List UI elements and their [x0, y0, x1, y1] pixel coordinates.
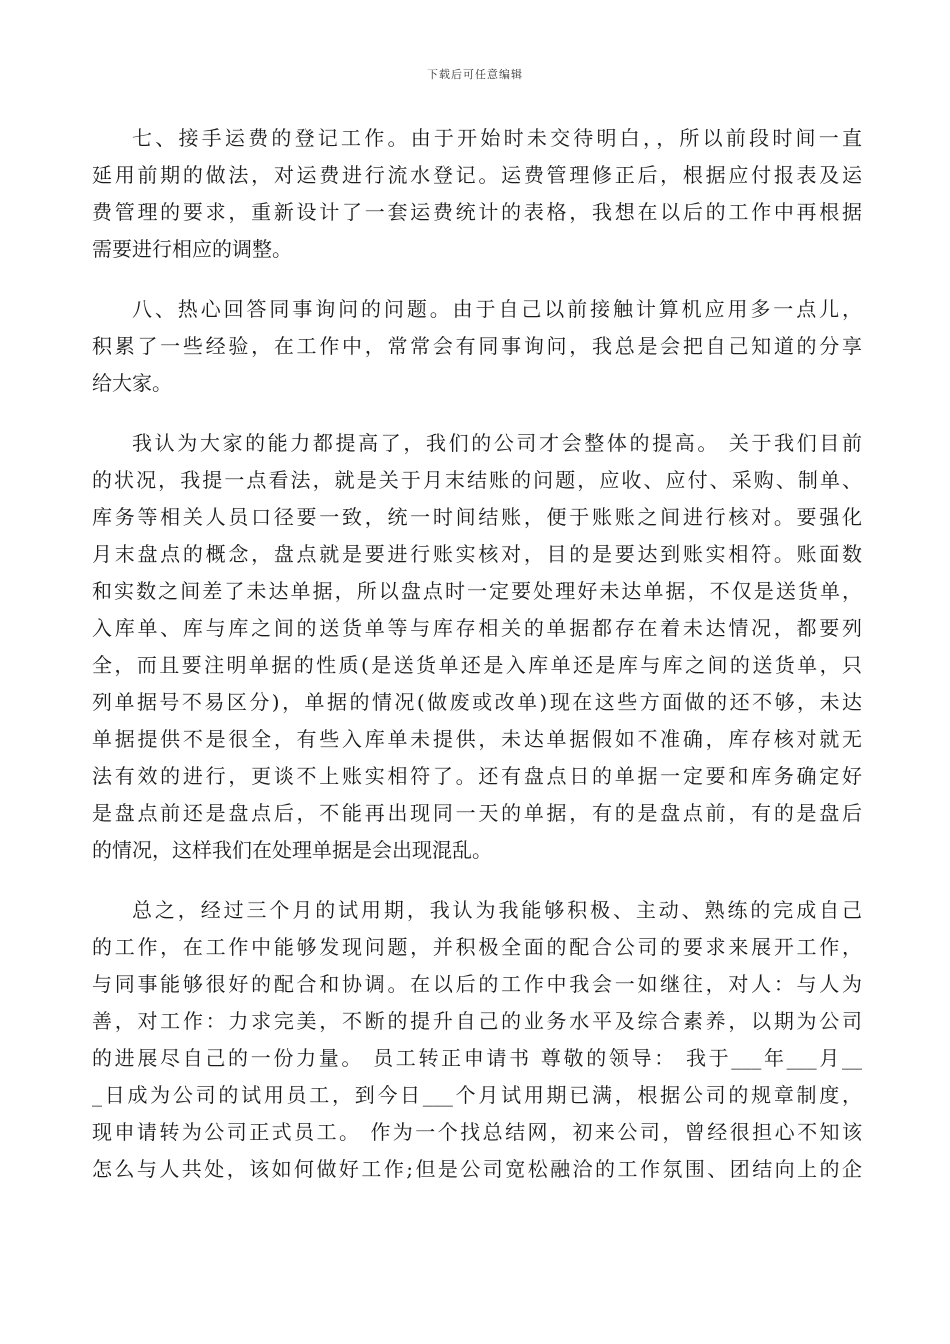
paragraph-line: 总之，经过三个月的试用期，我认为我能够积极、主动、熟练的完成自己	[132, 898, 862, 922]
paragraph-line: 怎么与人共处，该如何做好工作;但是公司宽松融洽的工作氛围、团结向上的企	[92, 1157, 862, 1181]
paragraph-line: 需要进行相应的调整。	[92, 237, 292, 261]
paragraph-line: 给大家。	[92, 371, 172, 395]
paragraph-line: 全，而且要注明单据的性质(是送货单还是入库单还是库与库之间的送货单，只	[92, 653, 862, 677]
paragraph-line: 的情况，这样我们在处理单据是会出现混乱。	[92, 838, 492, 862]
paragraph-freight-registration	[92, 120, 862, 268]
paragraph-helping-colleagues	[92, 291, 862, 402]
paragraph-line: 是盘点前还是盘点后，不能再出现同一天的单据，有的是盘点前，有的是盘后	[92, 801, 862, 825]
paragraph-line: 八、热心回答同事询问的问题。由于自己以前接触计算机应用多一点儿，	[132, 297, 862, 321]
paragraph-line: 单据提供不是很全，有些入库单未提供，未达单据假如不准确，库存核对就无	[92, 727, 862, 751]
paragraph-line: 善，对工作：力求完美，不断的提升自己的业务水平及综合素养，以期为公司	[92, 1009, 862, 1033]
document-body	[92, 120, 862, 1211]
paragraph-line: 法有效的进行，更谈不上账实相符了。还有盘点日的单据一定要和库务确定好	[92, 764, 862, 788]
paragraph-line: 我认为大家的能力都提高了，我们的公司才会整体的提高。 关于我们目前	[132, 431, 862, 455]
paragraph-line: 积累了一些经验，在工作中，常常会有同事询问，我总是会把自己知道的分享	[92, 334, 862, 358]
paragraph-line: _日成为公司的试用员工，到今日___个月试用期已满，根据公司的规章制度，	[92, 1083, 862, 1107]
header-note: 下载后可任意编辑	[427, 68, 523, 81]
paragraph-line: 的状况，我提一点看法，就是关于月末结账的问题，应收、应付、采购、制单、	[92, 468, 862, 492]
paragraph-line: 与同事能够很好的配合和协调。在以后的工作中我会一如继往，对人：与人为	[92, 972, 862, 996]
paragraph-line: 现申请转为公司正式员工。 作为一个找总结网，初来公司，曾经很担心不知该	[92, 1120, 862, 1144]
paragraph-line: 的进展尽自己的一份力量。 员工转正申请书 尊敬的领导： 我于___年___月__	[92, 1046, 862, 1070]
paragraph-line: 入库单、库与库之间的送货单等与库存相关的单据都存在着未达情况，都要列	[92, 616, 862, 640]
paragraph-line: 库务等相关人员口径要一致，统一时间结账，便于账账之间进行核对。要强化	[92, 505, 862, 529]
paragraph-conclusion	[92, 892, 862, 1188]
paragraph-line: 的工作，在工作中能够发现问题，并积极全面的配合公司的要求来展开工作，	[92, 935, 862, 959]
paragraph-line: 月末盘点的概念，盘点就是要进行账实核对，目的是要达到账实相符。账面数	[92, 542, 862, 566]
paragraph-line: 延用前期的做法，对运费进行流水登记。运费管理修正后，根据应付报表及运	[92, 163, 862, 187]
paragraph-month-end-closing	[92, 425, 862, 869]
paragraph-line: 和实数之间差了未达单据，所以盘点时一定要处理好未达单据，不仅是送货单，	[92, 579, 862, 603]
paragraph-line: 费管理的要求，重新设计了一套运费统计的表格，我想在以后的工作中再根据	[92, 200, 862, 224]
paragraph-line: 七、接手运费的登记工作。由于开始时未交待明白，，所以前段时间一直	[132, 126, 862, 150]
paragraph-line: 列单据号不易区分)，单据的情况(做废或改单)现在这些方面做的还不够，未达	[92, 690, 862, 714]
